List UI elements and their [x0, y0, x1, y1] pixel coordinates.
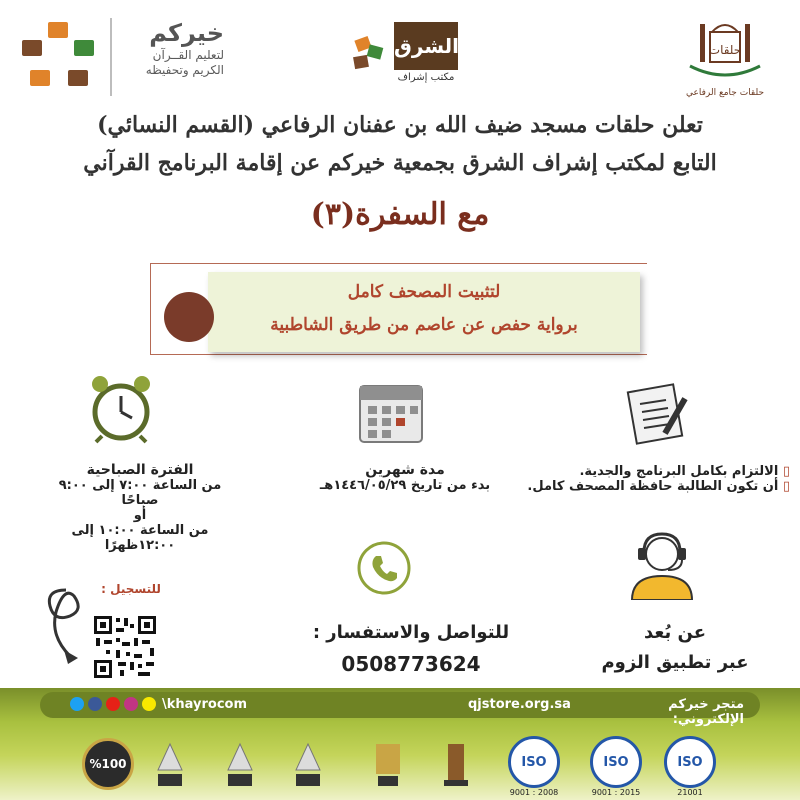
trophy-icon [438, 740, 474, 788]
sharq-wordmark: الشرق [394, 22, 458, 70]
iso-icon [664, 736, 716, 788]
book-petals-icon [350, 32, 390, 82]
sharq-office-logo [350, 22, 460, 92]
iso-badge-2-label: ISO [603, 754, 629, 770]
banner-line-1: لتثبيت المصحف كامل [347, 282, 501, 302]
iso-badge-2-number: 9001 : 2015 [591, 788, 641, 797]
flower-books-icon [18, 18, 98, 98]
alarm-clock-icon [88, 372, 154, 444]
banner-dot [164, 292, 214, 342]
iso-badge-1 [664, 736, 716, 797]
store-url[interactable]: qjstore.org.sa [468, 697, 571, 712]
svg-text:حلقات: حلقات [708, 43, 742, 57]
iso-icon [590, 736, 642, 788]
mosque-icon [680, 14, 770, 84]
iso-badge-3-label: ISO [521, 754, 547, 770]
masjid-logo [680, 14, 770, 100]
trophy-icon [222, 740, 258, 788]
iso-badge-3-number: 9001 : 2008 [509, 788, 559, 797]
duration-start: بدء من تاريخ ١٤٤٦/٠٥/٢٩هـ [319, 478, 491, 493]
trophy-icon [152, 740, 188, 788]
headset-agent-icon [624, 528, 700, 600]
facebook-icon[interactable] [88, 697, 102, 711]
time-or: أو [133, 508, 147, 523]
social-icons [70, 697, 156, 711]
store-label: متجر خيركم الإلكتروني: [668, 697, 744, 727]
program-title: مع السفرة(٣) [310, 197, 490, 232]
time-slot-2: من الساعة ١٠:٠٠ إلى ١٢:٠٠ظهرًا [71, 523, 209, 553]
masjid-logo-caption: حلقات جامع الرفاعي [685, 88, 765, 98]
condition-item [520, 464, 790, 479]
brand-name: خيركم [149, 19, 224, 47]
iso-badge-1-number: 21001 [677, 788, 703, 797]
hundred-percent-badge: %100 [82, 738, 134, 790]
banner-line-2: برواية حفص عن عاصم من طريق الشاطبية [270, 315, 578, 335]
calendar-icon [356, 376, 426, 446]
book-icon: ▯ [782, 479, 790, 494]
curved-arrow-icon [40, 586, 92, 666]
iso-badge-3 [508, 736, 560, 797]
contact-phone[interactable]: 0508773624 [341, 652, 481, 676]
youtube-icon[interactable] [106, 697, 120, 711]
social-handle[interactable]: \khayrocom [162, 697, 248, 712]
instagram-icon[interactable] [124, 697, 138, 711]
iso-badge-1-label: ISO [677, 754, 703, 770]
logo-divider [110, 18, 112, 96]
phone-icon [356, 540, 412, 596]
sharq-sub2: إشراف [397, 72, 428, 83]
condition-item [520, 479, 790, 494]
brand-tagline-2: الكريم وتحفيظه [145, 63, 224, 77]
iso-icon [508, 736, 560, 788]
contact-label: للتواصل والاستفسار : [312, 622, 510, 643]
trophy-icon [290, 740, 326, 788]
trophy-icon [370, 740, 406, 788]
clipboard-checklist-icon [626, 378, 690, 446]
condition-2-text: أن تكون الطالبة حافظة المصحف كامل. [527, 479, 779, 494]
time-slot-1: من الساعة ٧:٠٠ إلى ٩:٠٠ صباحًا [58, 478, 222, 508]
remote-title: عن بُعد [643, 622, 707, 643]
condition-1-text: الالتزام بكامل البرنامج والجدية. [579, 464, 779, 479]
headline-line-2: التابع لمكتب إشراف الشرق بجمعية خيركم عن إقامة البرنامج القرآني [83, 150, 717, 176]
book-icon: ▯ [782, 464, 790, 479]
registration-qr-code[interactable] [92, 614, 158, 680]
remote-subtitle: عبر تطبيق الزوم [601, 652, 749, 673]
duration-title: مدة شهرين [365, 462, 445, 478]
khayrokom-logo [18, 18, 228, 100]
twitter-icon[interactable] [70, 697, 84, 711]
headline-line-1: تعلن حلقات مسجد ضيف الله بن عفنان الرفاعي (القسم النسائي) [97, 112, 703, 138]
iso-badge-2 [590, 736, 642, 797]
snapchat-icon[interactable] [142, 697, 156, 711]
time-title: الفترة الصباحية [86, 462, 194, 478]
sharq-sub1: مكتب [430, 72, 455, 83]
brand-tagline-1: لتعليم القــرآن [152, 48, 224, 62]
register-label: للتسجيل : [101, 582, 161, 596]
